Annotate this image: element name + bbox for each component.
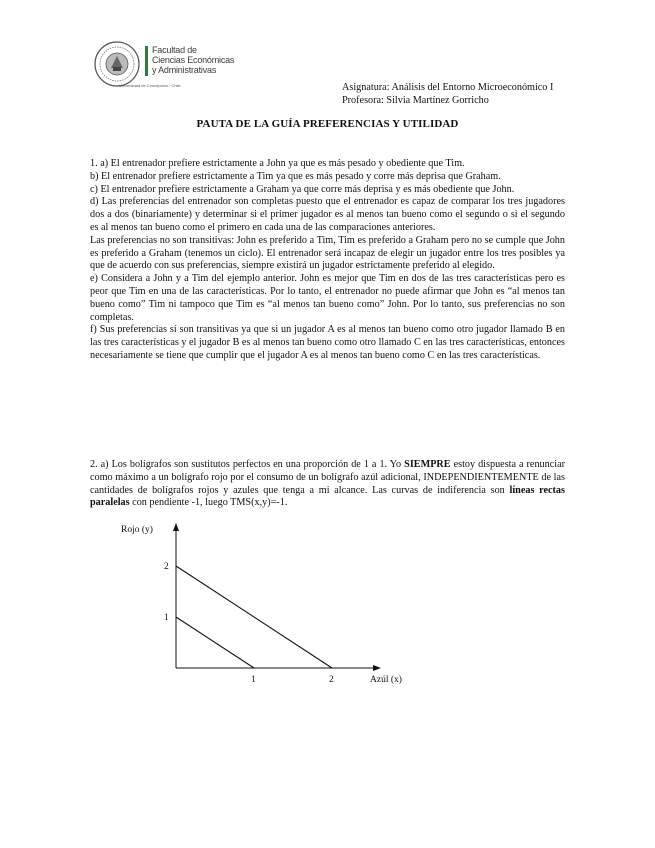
university-seal-icon xyxy=(93,40,141,88)
section-1 xyxy=(90,158,565,363)
answer-1a: 1. a) El entrenador prefiere estrictamente a John ya que es más pesado y obediente que Tim. xyxy=(90,158,465,169)
emphasis-lineas-rectas: líneas rectas paralelas xyxy=(90,484,565,509)
indifference-curve-2 xyxy=(176,566,332,668)
y-axis-label: Rojo (y) xyxy=(121,525,153,535)
logo-subtitle: Universidad de Concepción · Chile xyxy=(119,83,181,88)
x-axis-arrow xyxy=(373,665,381,671)
emphasis-siempre: SIEMPRE xyxy=(404,459,451,470)
logo-line-2: Ciencias Económicas xyxy=(152,55,235,65)
logo-accent-bar xyxy=(145,46,148,76)
indifference-curves xyxy=(176,566,332,668)
y-tick-label-2: 2 xyxy=(164,562,169,572)
x-tick-label-2: 2 xyxy=(329,675,334,685)
professor-line: Profesora: Silvia Martínez Gorricho xyxy=(342,94,489,106)
axis-ticks xyxy=(164,562,334,685)
answer-2a xyxy=(90,459,565,510)
indifference-curves-chart xyxy=(100,520,420,690)
answer-2a-part1: 2. a) Los bolígrafos son sustitutos perfectos en una proporción de 1 a 1. Yo xyxy=(90,459,405,470)
logo-line-1: Facultad de xyxy=(152,45,197,55)
logo-line-3: y Administrativas xyxy=(152,65,217,75)
page-title: PAUTA DE LA GUÍA PREFERENCIAS Y UTILIDAD xyxy=(196,118,459,130)
answer-1b: b) El entrenador prefiere estrictamente a Tim ya que es más pesado y corre más deprisa que Graham. xyxy=(90,170,501,182)
answer-2a-part3: de las cantidades de bolígrafos rojos y azules que tenga a mi alcance. Las curvas de indiferencia son xyxy=(90,471,566,496)
emphasis-independientemente: INDEPENDIENTEMENTE xyxy=(423,471,539,483)
section-2 xyxy=(90,459,565,510)
x-tick-label-1: 1 xyxy=(251,675,256,685)
course-header xyxy=(342,82,553,107)
answer-2a-part4: con pendiente -1, luego TMS(x,y)=-1. xyxy=(129,497,288,509)
faculty-logo xyxy=(93,40,263,95)
x-axis-label: Azúl (x) xyxy=(370,675,402,685)
y-tick-label-1: 1 xyxy=(164,613,169,623)
answer-1c: c) El entrenador prefiere estrictamente a Graham ya que corre más deprisa y es más obediente que John. xyxy=(90,183,515,195)
logo-wordmark xyxy=(152,45,234,75)
subject-line: Asignatura: Análisis del Entorno Microeconómico I xyxy=(342,82,554,93)
answer-1f: f) Sus preferencias sí son transitivas ya que si un jugador A es al menos tan bueno como otro jugador llamado B en las tres características y el jugador B es al menos tan bueno como otro llamado C en las tres características, entonces necesariamente se tiene que cumplir que el jugador A es al menos tan bueno como C en las tres características. xyxy=(90,324,565,361)
answer-2a-part2: estoy dispuesta a renunciar como máximo a un bolígrafo rojo por el consumo de un bolígrafo azúl adicional, xyxy=(90,459,566,483)
answer-1e: e) Considera a John y a Tim del ejemplo anterior. John es mejor que Tim en dos de las tres características pero es peor que Tim en una de las características. Por lo tanto, el entrenador no puede afirmar que John es “al menos tan bueno como” Tim ni tampoco que Tim es “al menos tan bueno como” John. Por lo tanto, sus preferencias no son completas. xyxy=(90,273,565,323)
answer-1d: d) Las preferencias del entrenador son completas puesto que el entrenador es capaz de comparar los tres jugadores dos a dos (binariamente) y determinar si el primer jugador es al menos tan bueno como el segundo o si el segundo es al menos tan bueno como el primero en cada una de las comparaciones anteriores. xyxy=(90,196,565,233)
indifference-curve-1 xyxy=(176,617,254,668)
answer-1d-transitivity: Las preferencias no son transitivas: John es preferido a Tim, Tim es preferido a Graham pero no se cumple que John es preferido a Graham (tenemos un ciclo). El entrenador será incapaz de elegir un jugador entre los tres posibles ya que de acuerdo con sus preferencias, siempre existirá un jugador estrictamente preferido al elegido. xyxy=(90,234,565,272)
y-axis-arrow xyxy=(173,523,179,531)
